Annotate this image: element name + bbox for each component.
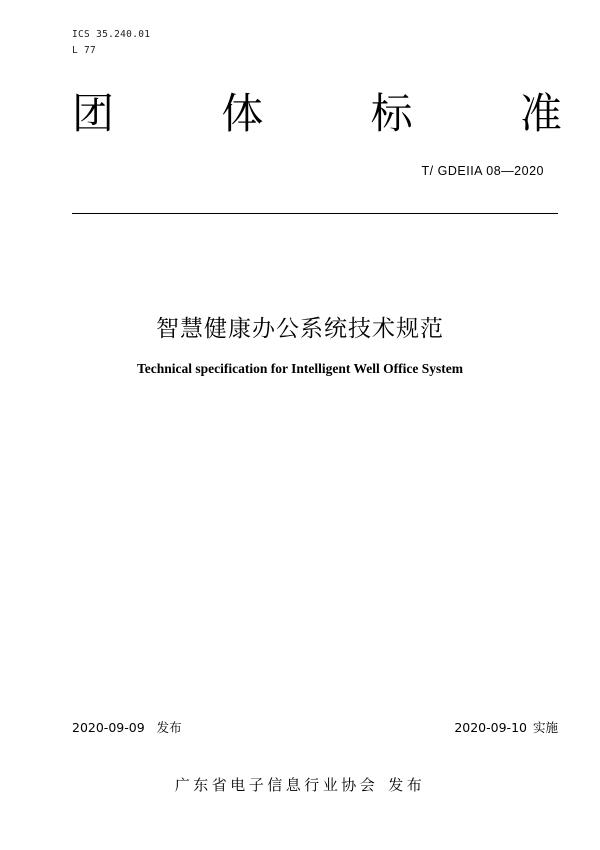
document-title-en: Technical specification for Intelligent Well Office System bbox=[137, 361, 463, 376]
standard-type-char-3: 标 bbox=[370, 89, 413, 138]
publication-label: 发布 bbox=[156, 720, 182, 735]
implementation-date-value: 2020-09-10 bbox=[454, 720, 527, 735]
standard-number: T/ GDEIIA 08—2020 bbox=[421, 164, 544, 178]
implementation-date bbox=[454, 718, 558, 736]
standard-type-heading bbox=[72, 88, 562, 140]
implementation-label: 实施 bbox=[532, 720, 558, 735]
issuer-action: 发布 bbox=[388, 776, 426, 794]
standard-type-char-4: 准 bbox=[519, 89, 562, 138]
ccs-code: L 77 bbox=[72, 45, 97, 56]
issuing-organization bbox=[0, 774, 600, 795]
publication-date bbox=[72, 718, 182, 736]
issuer-name: 广东省电子信息行业协会 bbox=[174, 776, 379, 794]
publication-date-value: 2020-09-09 bbox=[72, 720, 145, 735]
document-title-zh: 智慧健康办公系统技术规范 bbox=[156, 316, 444, 342]
standard-type-char-1: 团 bbox=[72, 89, 115, 138]
ics-code: ICS 35.240.01 bbox=[72, 29, 151, 40]
standard-type-char-2: 体 bbox=[221, 89, 264, 138]
header-divider bbox=[72, 213, 558, 214]
